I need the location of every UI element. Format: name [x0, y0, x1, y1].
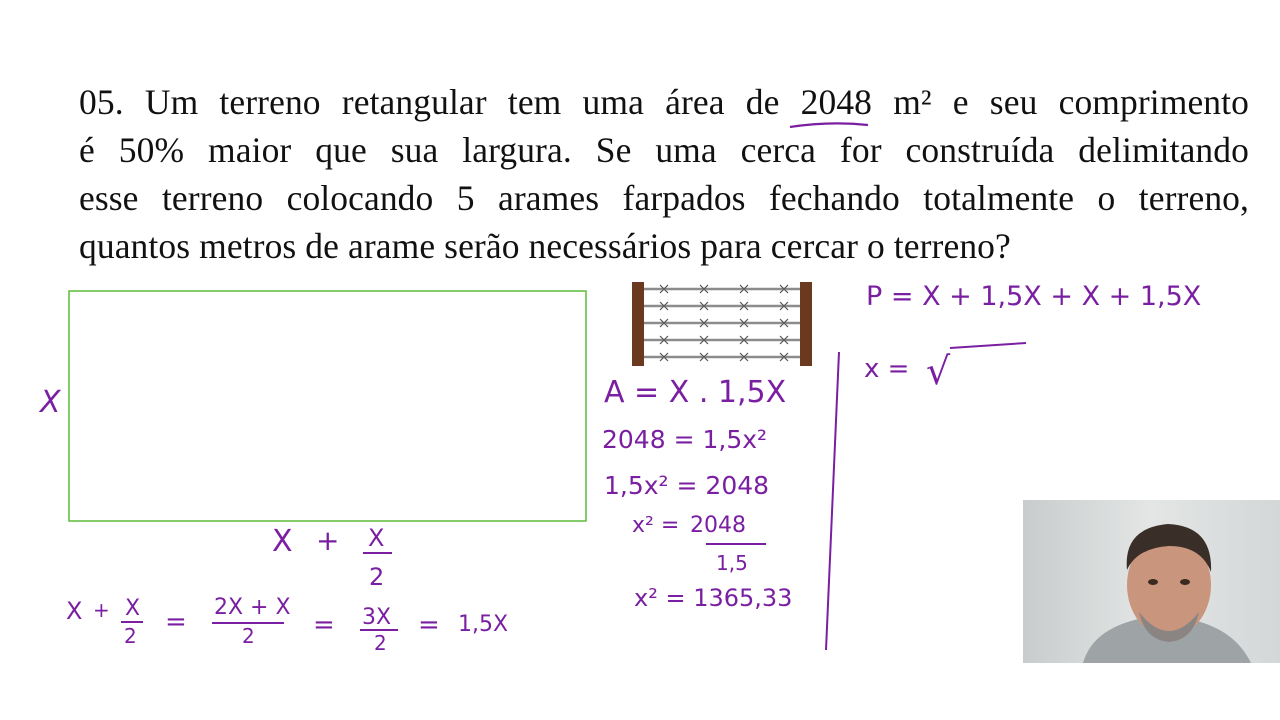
- root-symbol: √: [926, 349, 951, 393]
- area-step-3-den: 1,5: [716, 551, 748, 575]
- bottom-label-num: X: [368, 524, 385, 552]
- area-step-3-lhs: x² =: [632, 513, 680, 538]
- root-overline: [950, 343, 1026, 348]
- perimeter-equation: P = X + 1,5X + X + 1,5X: [866, 281, 1202, 312]
- eq1-frac-num: X: [125, 596, 141, 621]
- area-step-4: x² = 1365,33: [634, 584, 793, 612]
- problem-line-3: esse terreno colocando 5 arames farpados fechando totalmente o terreno,: [79, 178, 1249, 218]
- presenter-video-icon: [1023, 500, 1280, 663]
- eq1-equals-1: =: [165, 607, 187, 637]
- terrain-rectangle: [69, 291, 586, 521]
- eq1-frac-den: 2: [124, 624, 137, 648]
- area-step-2: 1,5x² = 2048: [604, 471, 770, 500]
- bottom-label-plus: +: [316, 524, 340, 557]
- area-equation: A = X . 1,5X: [604, 375, 787, 410]
- problem-line-2: é 50% maior que sua largura. Se uma cerca for construída delimitando: [79, 130, 1249, 170]
- eq1-equals-3: =: [418, 610, 440, 640]
- eq1-den3: 2: [374, 631, 387, 655]
- highlight-underline: [790, 123, 868, 127]
- eq1-den2: 2: [242, 624, 255, 648]
- webcam-overlay: [1023, 500, 1280, 663]
- highlighted-area-value: 2048: [800, 82, 873, 122]
- eq1-plus: +: [93, 598, 110, 622]
- column-divider: [826, 352, 839, 650]
- eq1-x: X: [66, 597, 83, 625]
- bottom-label-x: X: [272, 524, 293, 559]
- eq1-num3: 3X: [362, 605, 392, 630]
- area-step-1: 2048 = 1,5x²: [602, 425, 768, 454]
- barbed-wire-fence-icon: [632, 282, 812, 366]
- eq1-equals-2: =: [313, 610, 335, 640]
- eq1-result: 1,5X: [458, 612, 509, 637]
- problem-line-1-start: 05. Um terreno retangular tem uma área de: [79, 82, 780, 122]
- bottom-label-den: 2: [369, 563, 385, 591]
- side-label-x: X: [40, 385, 61, 420]
- problem-line-4: quantos metros de arame serão necessários para cercar o terreno?: [79, 226, 1011, 266]
- root-lhs: x =: [864, 354, 910, 384]
- problem-line-1-end: m² e seu comprimento: [893, 82, 1249, 122]
- eq1-num2: 2X + X: [214, 595, 291, 620]
- area-step-3-num: 2048: [690, 513, 746, 538]
